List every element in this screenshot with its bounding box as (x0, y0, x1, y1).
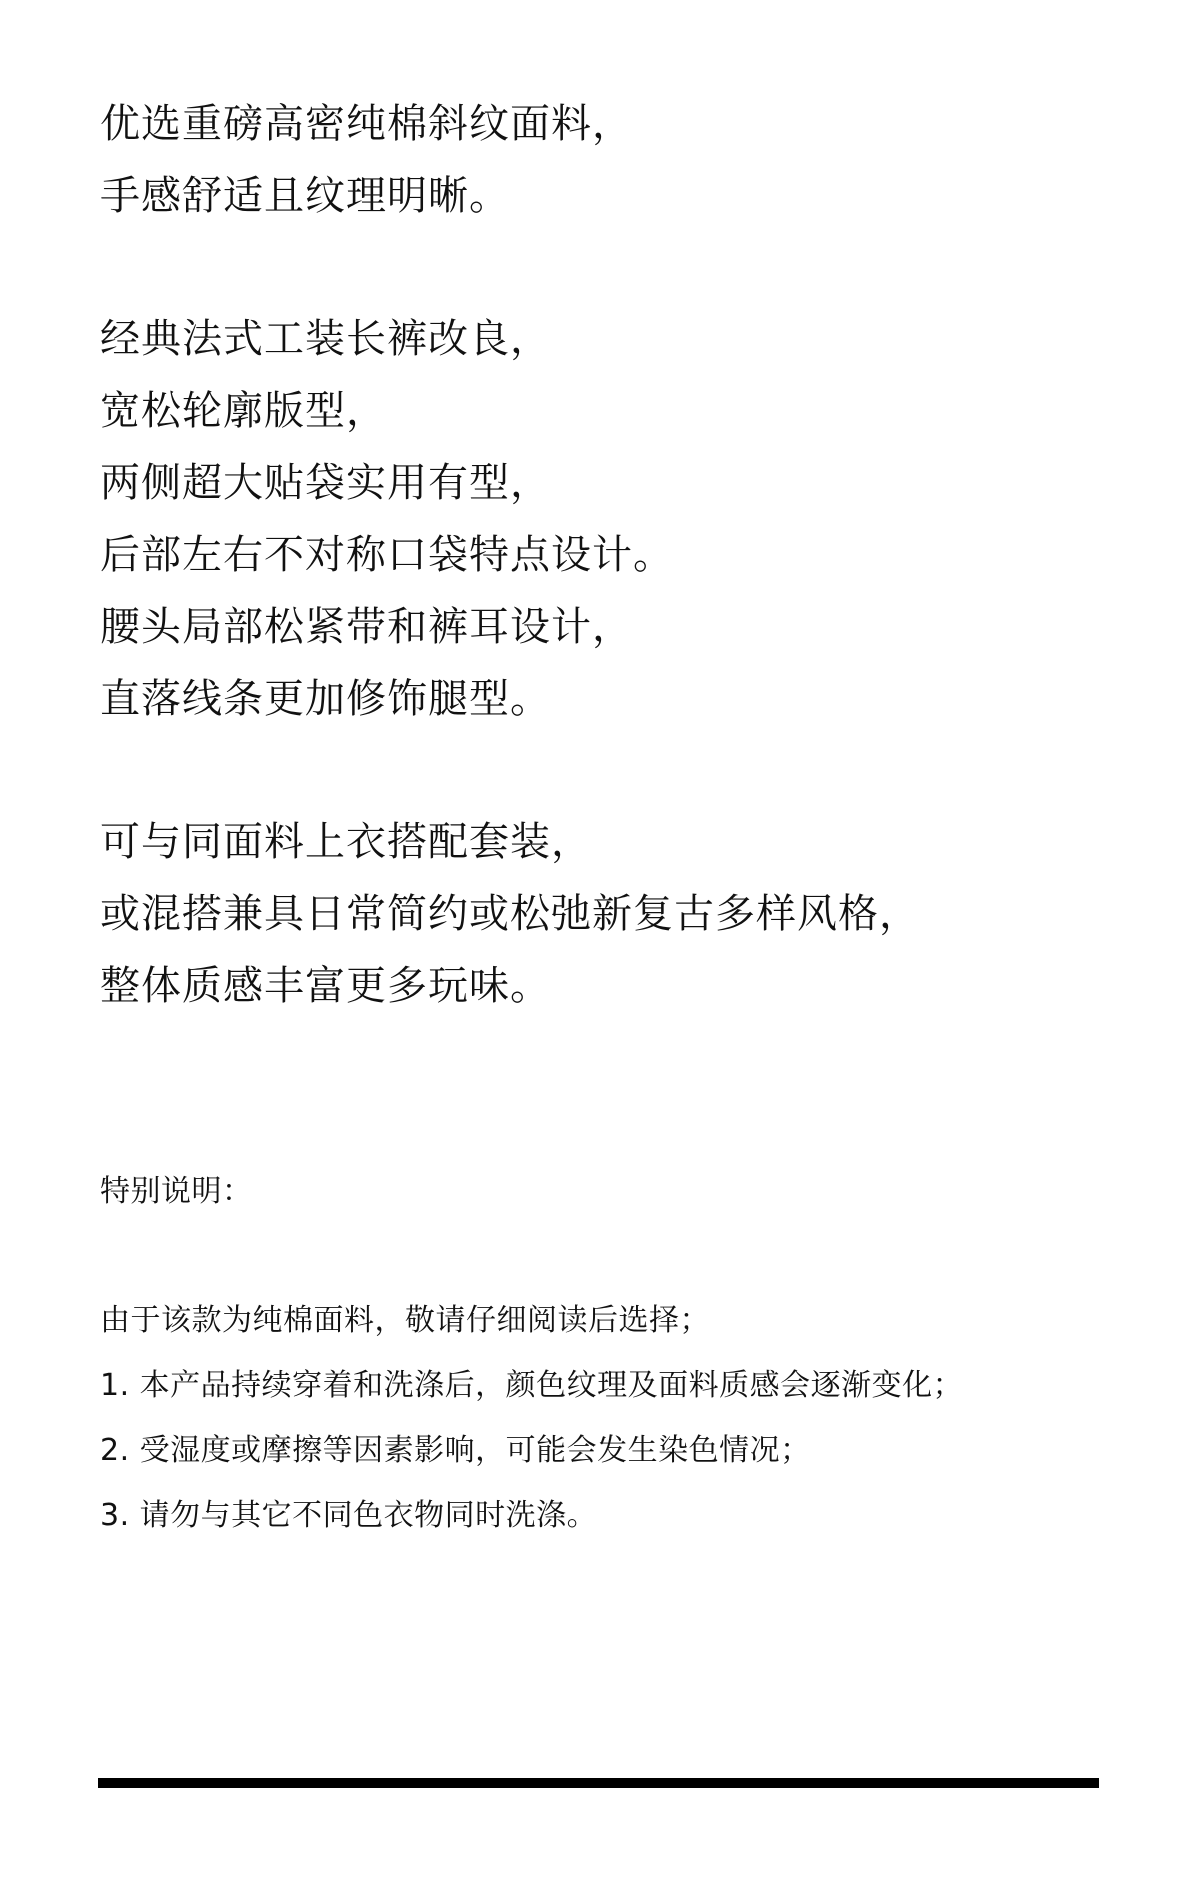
design-line-5: 腰头局部松紧带和裤耳设计， (100, 604, 633, 650)
styling-line-1: 可与同面料上衣搭配套装， (100, 819, 592, 865)
bottom-divider (98, 1778, 1099, 1788)
notice-item-2: 2. 受湿度或摩擦等因素影响，可能会发生染色情况； (100, 1433, 811, 1468)
notice-intro: 由于该款为纯棉面料，敬请仔细阅读后选择； (100, 1303, 710, 1338)
intro-line-1: 优选重磅高密纯棉斜纹面料， (100, 101, 633, 147)
notice-item-1: 1. 本产品持续穿着和洗涤后，颜色纹理及面料质感会逐渐变化； (100, 1368, 964, 1403)
styling-line-2: 或混搭兼具日常简约或松弛新复古多样风格， (100, 891, 920, 937)
design-line-3: 两侧超大贴袋实用有型， (100, 460, 551, 506)
intro-line-2: 手感舒适且纹理明晰。 (100, 173, 510, 219)
styling-line-3: 整体质感丰富更多玩味。 (100, 963, 551, 1009)
design-line-2: 宽松轮廓版型， (100, 388, 387, 434)
design-line-6: 直落线条更加修饰腿型。 (100, 676, 551, 722)
design-line-4: 后部左右不对称口袋特点设计。 (100, 532, 674, 578)
notice-item-3: 3. 请勿与其它不同色衣物同时洗涤。 (100, 1498, 598, 1533)
notice-title: 特别说明： (100, 1174, 253, 1209)
design-line-1: 经典法式工装长裤改良， (100, 316, 551, 362)
